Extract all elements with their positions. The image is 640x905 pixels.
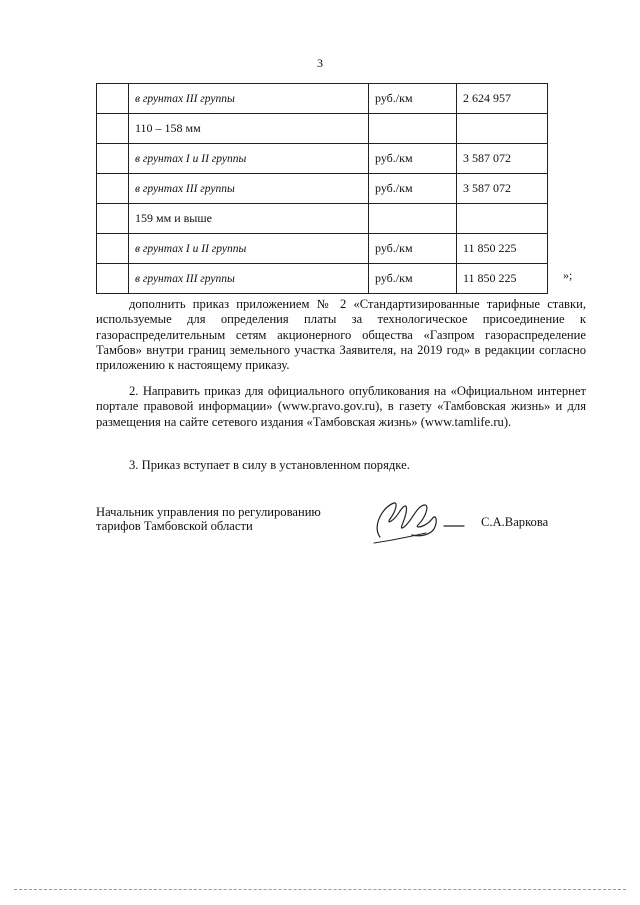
rate-value-cell: 3 587 072 <box>457 174 548 204</box>
table-row <box>97 234 548 264</box>
unit-cell <box>369 114 457 144</box>
unit-cell <box>369 204 457 234</box>
paragraph-effective: 3. Приказ вступает в силу в установленном порядке. <box>129 458 410 472</box>
soil-group-cell: в грунтах I и II группы <box>129 234 369 264</box>
paragraph-appendix: дополнить приказ приложением № 2 «Стандартизированные тарифные ставки, используемые для определения платы за технологическое присоединение к газораспределительным сетям акционерного общества «Газпром газораспределение Тамбов» внутри границ земельного участка Заявителя, на 2019 год» в редакции согласно приложению к настоящему приказу. <box>96 297 586 373</box>
signer-name: С.А.Варкова <box>481 515 549 529</box>
table-row <box>97 264 548 294</box>
unit-cell: руб./км <box>369 174 457 204</box>
rate-value-cell <box>457 204 548 234</box>
table-row <box>97 144 548 174</box>
page-bottom-edge <box>14 889 626 890</box>
row-number-cell <box>97 144 129 174</box>
tariff-table <box>96 83 548 294</box>
rate-value-cell: 11 850 225 <box>457 264 548 294</box>
soil-group-cell: в грунтах III группы <box>129 264 369 294</box>
handwritten-signature <box>368 497 478 547</box>
soil-group-cell: в грунтах I и II группы <box>129 144 369 174</box>
table-row <box>97 84 548 114</box>
unit-cell: руб./км <box>369 234 457 264</box>
closing-quote: »; <box>563 268 573 282</box>
row-number-cell <box>97 174 129 204</box>
unit-cell: руб./км <box>369 264 457 294</box>
row-number-cell <box>97 114 129 144</box>
page-number: 3 <box>317 56 323 70</box>
rate-value-cell: 3 587 072 <box>457 144 548 174</box>
rate-value-cell: 11 850 225 <box>457 234 548 264</box>
signer-position-line1: Начальник управления по регулированию <box>96 505 321 519</box>
soil-group-cell: в грунтах III группы <box>129 174 369 204</box>
table-row <box>97 114 548 144</box>
unit-cell: руб./км <box>369 84 457 114</box>
row-number-cell <box>97 234 129 264</box>
table-row <box>97 204 548 234</box>
soil-group-cell: в грунтах III группы <box>129 84 369 114</box>
soil-group-cell: 110 – 158 мм <box>129 114 369 144</box>
signer-position-line2: тарифов Тамбовской области <box>96 519 253 533</box>
row-number-cell <box>97 84 129 114</box>
row-number-cell <box>97 204 129 234</box>
rate-value-cell: 2 624 957 <box>457 84 548 114</box>
unit-cell: руб./км <box>369 144 457 174</box>
signer-position <box>96 505 321 533</box>
paragraph-publication: 2. Направить приказ для официального опубликования на «Официальном интернет портале правовой информации» (www.pravo.gov.ru), в газету «Тамбовская жизнь» и для размещения на сайте сетевого издания «Тамбовская жизнь» (www.tamlife.ru). <box>96 384 586 429</box>
soil-group-cell: 159 мм и выше <box>129 204 369 234</box>
table-row <box>97 174 548 204</box>
row-number-cell <box>97 264 129 294</box>
rate-value-cell <box>457 114 548 144</box>
